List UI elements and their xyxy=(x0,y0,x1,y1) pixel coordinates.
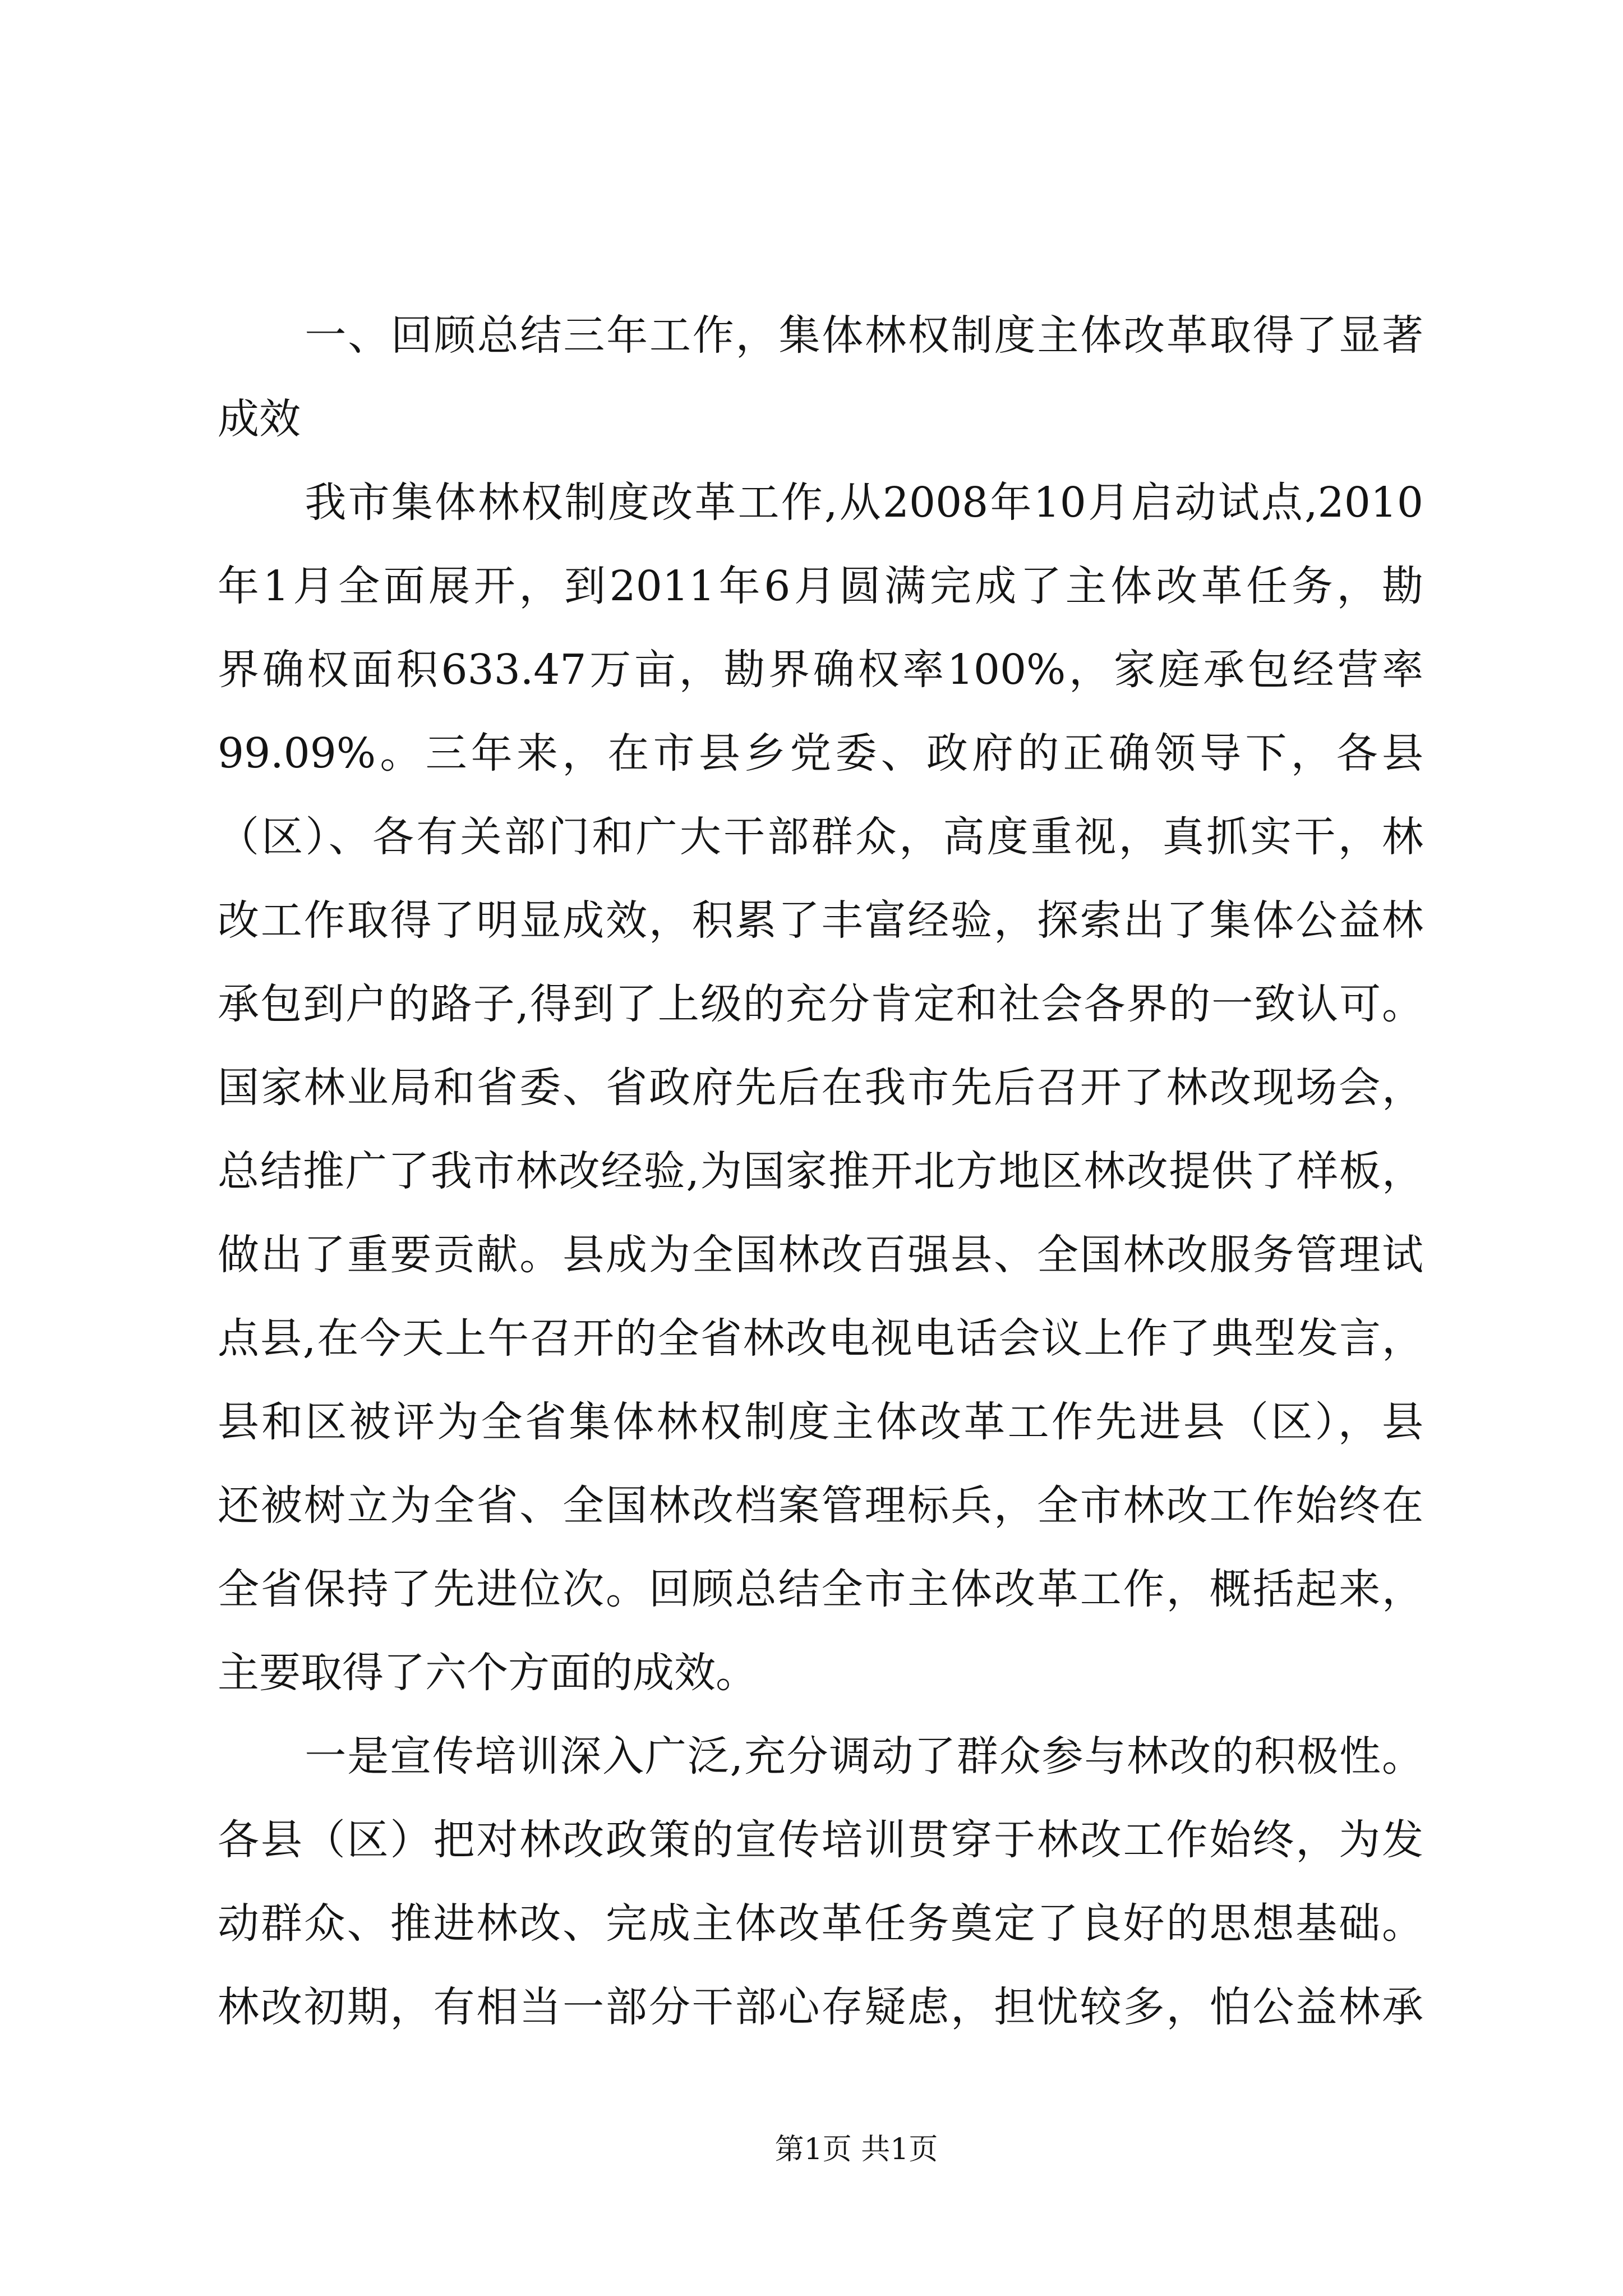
paragraph xyxy=(218,1715,1423,2049)
paragraph-line: 县和区被评为全省集体林权制度主体改革工作先进县（区），县 xyxy=(218,1398,1423,1446)
paragraph-line: 界确权面积633.47万亩，勘界确权率100%，家庭承包经营率 xyxy=(218,646,1423,694)
paragraph-line: 99.09%。三年来，在市县乡党委、政府的正确领导下，各县 xyxy=(218,729,1423,777)
paragraph-line: 动群众、推进林改、完成主体改革任务奠定了良好的思想基础。 xyxy=(218,1899,1423,1948)
paragraph-line: 全省保持了先进位次。回顾总结全市主体改革工作，概括起来， xyxy=(218,1565,1423,1613)
paragraph-line: 还被树立为全省、全国林改档案管理标兵，全市林改工作始终在 xyxy=(218,1481,1423,1530)
page-footer: 第1页 共1页 xyxy=(774,2133,938,2166)
section-heading xyxy=(218,294,1423,461)
paragraph-line: 总结推广了我市林改经验,为国家推开北方地区林改提供了样板， xyxy=(218,1147,1423,1195)
paragraph-line: 点县,在今天上午召开的全省林改电视电话会议上作了典型发言， xyxy=(218,1314,1423,1363)
paragraph-line: 一是宣传培训深入广泛,充分调动了群众参与林改的积极性。 xyxy=(305,1732,1423,1780)
paragraph-line: 年1月全面展开，到2011年6月圆满完成了主体改革任务，勘 xyxy=(218,562,1423,610)
paragraph-line: 各县（区）把对林改政策的宣传培训贯穿于林改工作始终，为发 xyxy=(218,1816,1423,1864)
paragraph-line: 我市集体林权制度改革工作,从2008年10月启动试点,2010 xyxy=(305,478,1423,527)
paragraph-line: 改工作取得了明显成效，积累了丰富经验，探索出了集体公益林 xyxy=(218,896,1423,945)
paragraph-line: （区）、各有关部门和广大干部群众，高度重视，真抓实干，林 xyxy=(218,813,1423,861)
paragraph-line: 主要取得了六个方面的成效。 xyxy=(218,1649,757,1697)
heading-line: 一、回顾总结三年工作，集体林权制度主体改革取得了显著 xyxy=(305,311,1423,360)
paragraph-line: 林改初期，有相当一部分干部心存疑虑，担忧较多，怕公益林承 xyxy=(218,1983,1423,2031)
paragraph-line: 国家林业局和省委、省政府先后在我市先后召开了林改现场会， xyxy=(218,1064,1423,1112)
paragraph-line: 做出了重要贡献。县成为全国林改百强县、全国林改服务管理试 xyxy=(218,1231,1423,1279)
paragraph-line: 承包到户的路子,得到了上级的充分肯定和社会各界的一致认可。 xyxy=(218,980,1423,1028)
document-body xyxy=(218,294,1423,2049)
heading-line: 成效 xyxy=(218,395,301,443)
paragraph xyxy=(218,461,1423,1715)
